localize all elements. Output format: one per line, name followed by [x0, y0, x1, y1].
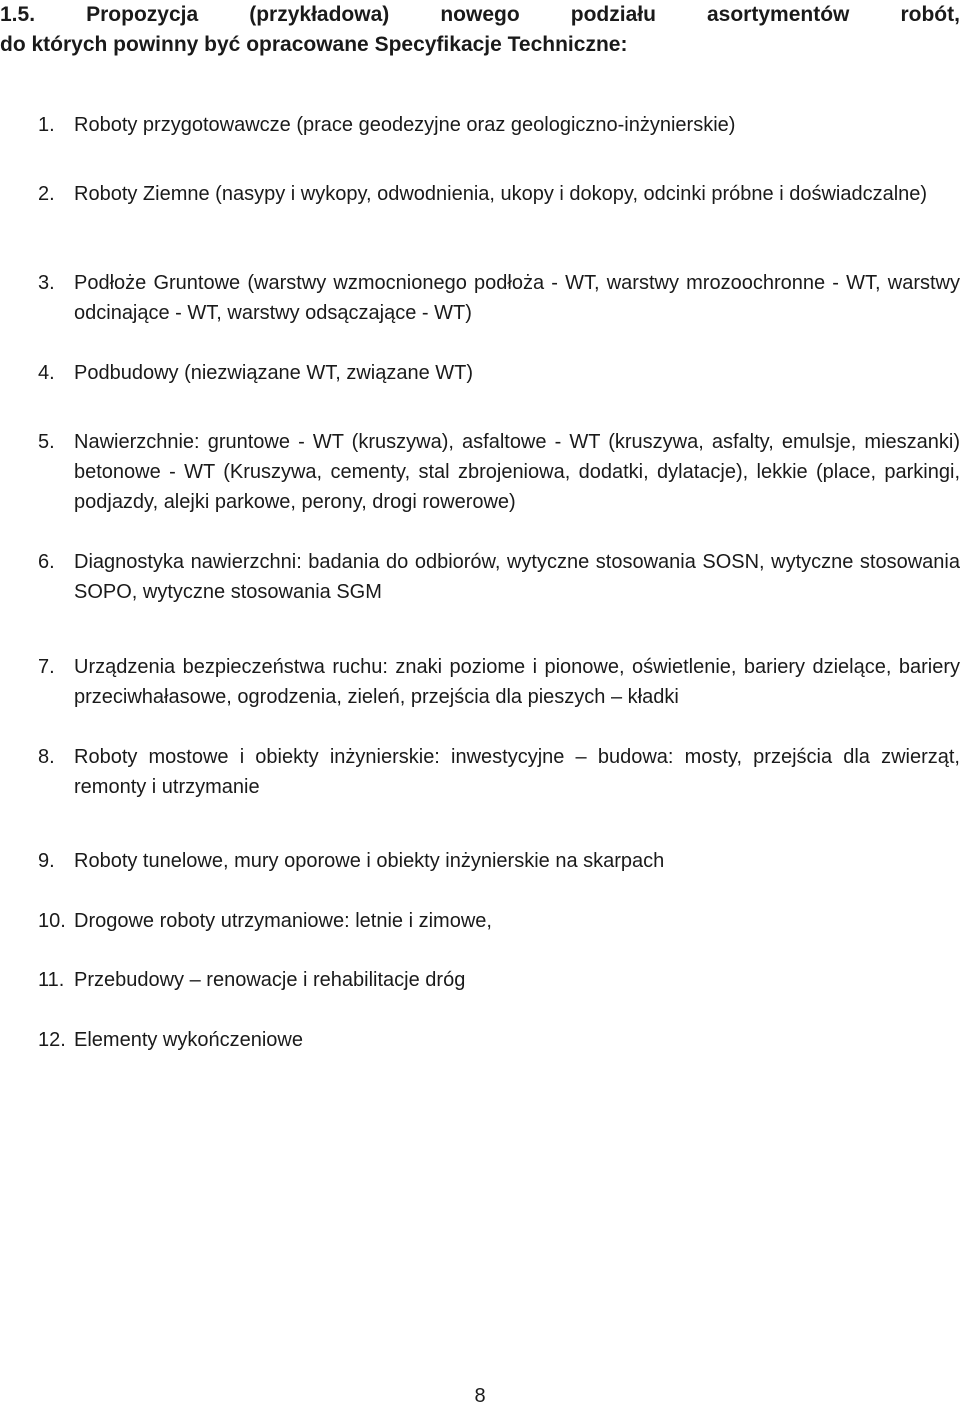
section-number: 1.5.	[0, 3, 36, 26]
list-item-text: Podbudowy (niezwiązane WT, związane WT)	[74, 362, 474, 384]
list-item-number: 3.	[38, 272, 55, 294]
list-item-number: 4.	[38, 362, 55, 384]
list-item-number: 11.	[38, 969, 65, 991]
list-item-number: 12.	[38, 1029, 66, 1051]
list-item	[0, 268, 960, 328]
list-item	[0, 846, 960, 876]
list-item-text: Roboty tunelowe, mury oporowe i obiekty inżynierskie na skarpach	[74, 850, 665, 872]
list-item-text: Roboty mostowe i obiekty inżynierskie: inwestycyjne – budowa: mosty, przejścia dla zwierząt, remonty i utrzymanie	[74, 746, 960, 798]
section-title-word: podziału	[570, 3, 656, 26]
section-title-word: robót,	[900, 3, 960, 26]
list-item	[0, 110, 960, 140]
list-item	[0, 547, 960, 607]
section-heading-line-1	[0, 0, 960, 30]
list-item-text: Diagnostyka nawierzchni: badania do odbiorów, wytyczne stosowania SOSN, wytyczne stosowania SOPO, wytyczne stosowania SGM	[74, 551, 960, 603]
section-heading	[0, 0, 960, 60]
page-number: 8	[474, 1385, 486, 1407]
list-item-text: Przebudowy – renowacje i rehabilitacje dróg	[74, 969, 466, 991]
list-item-number: 9.	[38, 850, 55, 872]
list-item-text: Roboty przygotowawcze (prace geodezyjne oraz geologiczno-inżynierskie)	[74, 114, 736, 136]
list-item	[0, 906, 960, 936]
list-item-text: Elementy wykończeniowe	[74, 1029, 303, 1051]
list-item	[0, 179, 960, 209]
list-item	[0, 965, 960, 995]
list-item	[0, 1025, 960, 1055]
list-item-number: 2.	[38, 183, 55, 205]
list-item-text: Nawierzchnie: gruntowe - WT (kruszywa), asfaltowe - WT (kruszywa, asfalty, emulsje, mieszanki) betonowe - WT (Kruszywa, cementy, stal zbrojeniowa, dodatki, dylatacje), lekkie (place, parkingi, podjazdy, alejki parkowe, perony, drogi rowerowe)	[74, 431, 960, 513]
section-title-word: nowego	[440, 3, 520, 26]
section-heading-line-2: do których powinny być opracowane Specyfikacje Techniczne:	[0, 33, 628, 56]
list-item	[0, 652, 960, 712]
list-item-text: Roboty Ziemne (nasypy i wykopy, odwodnienia, ukopy i dokopy, odcinki próbne i doświadczalne)	[74, 183, 928, 205]
list-item-text: Podłoże Gruntowe (warstwy wzmocnionego podłoża - WT, warstwy mrozoochronne - WT, warstwy odcinające - WT, warstwy odsączające - WT)	[74, 272, 960, 324]
section-title-word: (przykładowa)	[249, 3, 390, 26]
list-item-number: 10.	[38, 910, 66, 932]
list-item-number: 1.	[38, 114, 55, 136]
list-item-number: 7.	[38, 656, 55, 678]
list-item-number: 5.	[38, 431, 55, 453]
list-item-text: Drogowe roboty utrzymaniowe: letnie i zimowe,	[74, 910, 492, 932]
list-item	[0, 742, 960, 802]
list-item-number: 6.	[38, 551, 55, 573]
section-title-word: asortymentów	[707, 3, 850, 26]
list-item-number: 8.	[38, 746, 55, 768]
list-item-text: Urządzenia bezpieczeństwa ruchu: znaki poziome i pionowe, oświetlenie, bariery dzielące, bariery przeciwhałasowe, ogrodzenia, zieleń, przejścia dla pieszych – kładki	[74, 656, 960, 708]
list-item	[0, 427, 960, 517]
section-title-word: Propozycja	[86, 3, 199, 26]
list-item	[0, 358, 960, 388]
